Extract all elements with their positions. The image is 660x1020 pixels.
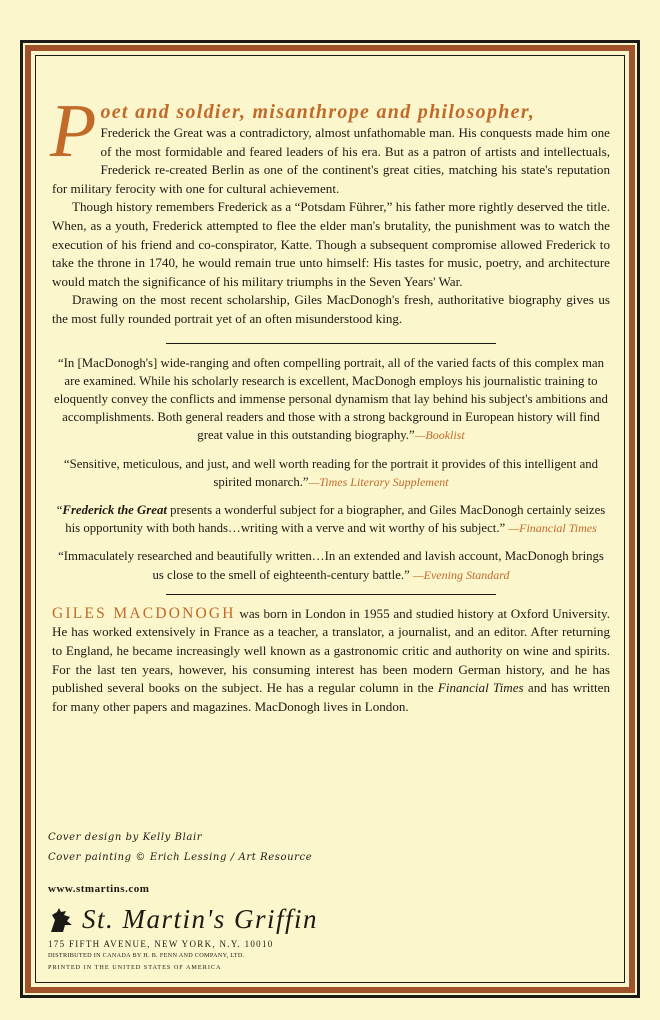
description-paragraph-1: Frederick the Great was a contradictory, almost unfathomable man. His conquests made him one of the most formidable and feared leaders of his era. But as a patron of artists and intellectuals, Frederick re-created Berlin as one of the continent's great cities, matching his state's reputation for military ferocity with one for cultural achievement.	[52, 125, 610, 196]
publisher-address-block	[48, 938, 274, 974]
cover-credits	[48, 828, 312, 868]
back-cover-content	[50, 89, 610, 716]
quote-source: —Booklist	[414, 428, 465, 443]
publisher-name: St. Martin's Griffin	[82, 904, 319, 934]
lead-line: oet and soldier, misanthrope and philosopher,	[100, 101, 536, 123]
quote-source: —Financial Times	[508, 521, 597, 536]
griffin-rooster-icon	[48, 906, 74, 934]
quote-booklist: “In [MacDonogh's] wide-ranging and often compelling portrait, all of the varied facts of this complex man are examined. While his scholarly research is excellent, MacDonogh employs his journalistic training to eloquently convey the conflicts and immense personal dynamism that lay behind his subject's ambitions and accomplishments. Both general readers and those with a strong background in European history will find great value in this outstanding biography.”—Booklist	[54, 355, 608, 443]
cover-design-credit: Cover design by Kelly Blair	[48, 832, 203, 843]
publisher-address: 175 FIFTH AVENUE, NEW YORK, N.Y. 10010	[48, 939, 274, 949]
divider-rule	[166, 594, 496, 595]
author-name: GILES MACDONOGH	[52, 604, 236, 622]
quote-financial-times: “Frederick the Great presents a wonderful subject for a biographer, and Giles MacDonogh certainly seizes his opportunity with both hands…writing with a verve and wit worthy of his subject.” —Financial Times	[56, 502, 606, 536]
quote-source: —Evening Standard	[412, 567, 510, 582]
distribution-note: DISTRIBUTED IN CANADA BY H. B. FENN AND COMPANY, LTD.	[48, 952, 245, 959]
drop-cap: P	[50, 89, 97, 173]
description-paragraph-3: Drawing on the most recent scholarship, Giles MacDonogh's fresh, authoritative biography gives us the most fully rounded portrait yet of an often misunderstood king.	[52, 292, 610, 326]
quote-evening-standard: “Immaculately researched and beautifully written…In an extended and lavish account, MacDonogh brings us close to the smell of eighteenth-century battle.” —Evening Standard	[58, 549, 604, 582]
publisher-logo	[48, 904, 318, 935]
website-url[interactable]: www.stmartins.com	[48, 883, 150, 895]
author-bio: GILES MACDONOGH was born in London in 1955 and studied history at Oxford University. He has worked extensively in France as a teacher, a translator, a journalist, and an editor. After returning to England, he became increasingly well known as a gastronomic critic and authority on wine and spirits. For the last ten years, however, his consuming interest has been modern German history, and he has published several books on the subject. He has a regular column in the Financial Times and has written for many other papers and magazines. MacDonogh lives in London.	[52, 604, 610, 714]
description	[50, 89, 610, 329]
quote-tls: “Sensitive, meticulous, and just, and well worth reading for the portrait it provides of this intelligent and spirited monarch.”—Times Literary Supplement	[63, 456, 599, 489]
quote-source: —Times Literary Supplement	[308, 474, 449, 489]
description-paragraph-2: Though history remembers Frederick as a “Potsdam Führer,” his father more rightly deserved the title. When, as a youth, Frederick attempted to flee the elder man's brutality, the punishment was to watch the execution of his friend and co-conspirator, Katte. Though a subsequent compromise allowed Frederick to take the throne in 1740, he would remain true unto himself: His tastes for music, poetry, and architecture would match the significance of his military triumphs in the Seven Years' War.	[52, 199, 610, 289]
book-title: Frederick the Great	[62, 502, 167, 517]
review-quotes	[52, 354, 610, 584]
printed-note: PRINTED IN THE UNITED STATES OF AMERICA	[48, 964, 222, 971]
cover-painting-credit: Cover painting © Erich Lessing / Art Resource	[48, 852, 313, 863]
divider-rule	[166, 343, 496, 344]
